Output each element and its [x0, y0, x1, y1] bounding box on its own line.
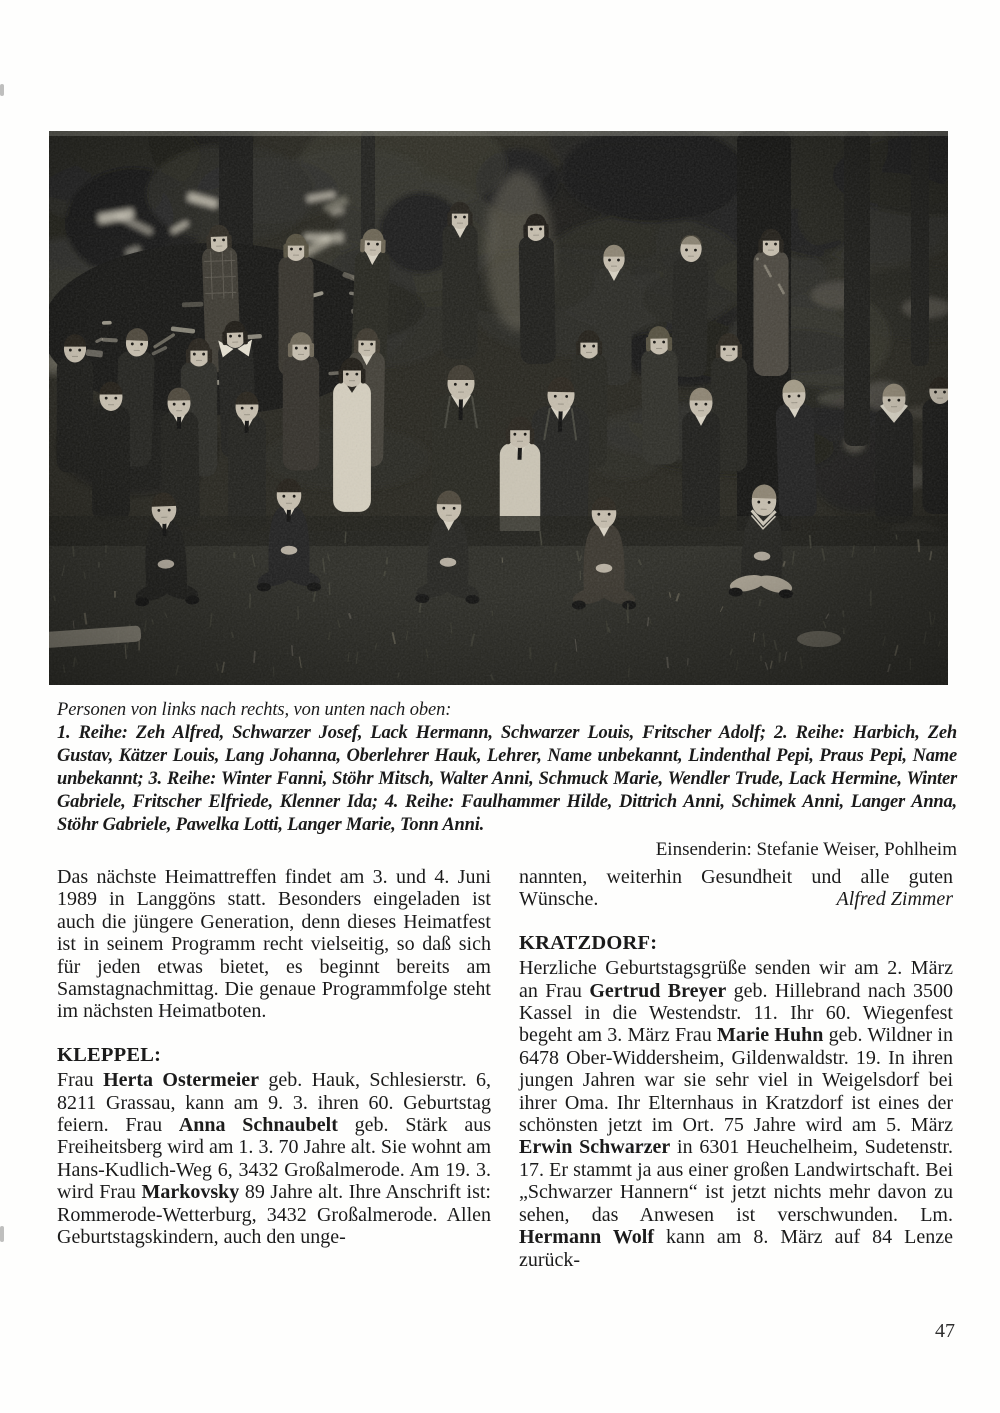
caption-intro: Personen von links nach rechts, von unten nach oben:	[57, 700, 452, 720]
signature-alfred-zimmer: Alfred Zimmer	[836, 888, 953, 911]
column-right	[519, 866, 953, 1271]
scan-artifact	[0, 84, 4, 96]
column-left	[57, 866, 491, 1271]
paragraph-continuation	[519, 866, 953, 911]
caption-name-list: 1. Reihe: Zeh Alfred, Schwarzer Josef, Lack Hermann, Schwarzer Louis, Fritscher Adolf; 2. Reihe: Harbich, Zeh Gustav, Kätzer Louis, Lang Johanna, Oberlehrer Hauk, Lehrer, Name unbekannt, Lindenthal Pepi, Praus Pepi, Name unbekannt; 3. Reihe: Winter Fanni, Stöhr Mitsch, Walter Anni, Schmuck Marie, Wendler Trude, Lack Hermine, Winter Gabriele, Fritscher Elfriede, Klenner Ida; 4. Reihe: Faulhammer Hilde, Dittrich Anni, Schimek Anni, Langer Anna, Stöhr Gabriele, Pawelka Lotti, Langer Marie, Tonn Anni.	[57, 723, 957, 835]
paragraph-kleppel: Frau Herta Ostermeier geb. Hauk, Schlesierstr. 6, 8211 Grassau, kann am 9. 3. ihren 60. Geburtstag feiern. Frau Anna Schnaubelt geb. Stärk aus Freiheitsberg wird am 1. 3. 70 Jahre alt. Sie wohnt am Hans-Kudlich-Weg 6, 3432 Großalmerode. Am 19. 3. wird Frau Markovsky 89 Jahre alt. Ihre Anschrift ist: Rommerode-Wetterburg, 3432 Großalmerode. Allen Geburtstagskindern, auch den unge-	[57, 1069, 491, 1249]
vignette	[49, 131, 948, 685]
photo-caption	[57, 699, 957, 861]
section-heading-kleppel: KLEPPEL:	[57, 1043, 162, 1066]
paragraph-kratzdorf: Herzliche Geburtstagsgrüße senden wir am 2. März an Frau Gertrud Breyer geb. Hillebrand nach 3500 Kassel in die Westendstr. 11. Ihr 60. Wiegenfest begeht am 3. März Frau Marie Huhn geb. Wildner in 6478 Ober-Widdersheim, Gildenwaldstr. 19. In ihren jungen Jahren war sie sehr viel in Weigelsdorf bei ihrer Oma. Ihr Elternhaus in Kratzdorf ist eines der schönsten jetzt im Ort. 75 Jahre wird am 5. März Erwin Schwarzer in 6301 Heuchelheim, Sudetenstr. 17. Er stammt ja aus einer großen Landwirtschaft. Bei „Schwarzer Hannern“ ist jetzt nichts mehr davon zu sehen, das Anwesen ist verschwunden. Lm. Hermann Wolf kann am 8. März auf 84 Lenze zurück-	[519, 957, 953, 1271]
class-photo-image	[49, 131, 948, 685]
article-columns	[57, 866, 953, 1271]
caption-submitter: Einsenderin: Stefanie Weiser, Pohlheim	[655, 839, 957, 860]
continuation-text: nannten, weiterhin Gesundheit und alle guten Wünsche.	[519, 866, 953, 911]
section-heading-kratzdorf: KRATZDORF:	[519, 931, 658, 954]
page-number: 47	[935, 1320, 955, 1342]
photo-figure	[49, 131, 948, 685]
paragraph-heimattreffen: Das nächste Heimattreffen findet am 3. und 4. Juni 1989 in Langgöns statt. Besonders eingeladen ist auch die jüngere Generation, denn dieses Heimatfest ist in seinem Programm recht vielseitig, so daß sich für jeden etwas bietet, es beginnt bereits am Samstagnachmittag. Die genaue Programmfolge steht im nächsten Heimatboten.	[57, 866, 491, 1023]
scan-artifact	[0, 1226, 4, 1242]
